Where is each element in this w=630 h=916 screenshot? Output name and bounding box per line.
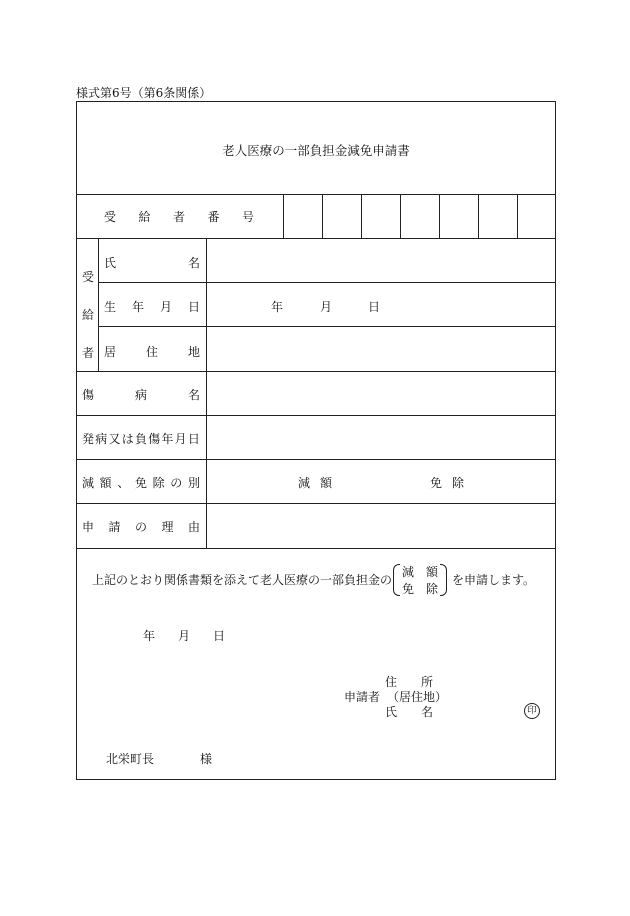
date-day-unit: 日 bbox=[213, 629, 226, 643]
statement-ending: を申請します。 bbox=[452, 573, 536, 587]
right-brace bbox=[440, 564, 447, 596]
row-divider bbox=[98, 282, 556, 283]
addressee: 北栄町長 bbox=[106, 752, 155, 766]
applicant-label: 申請者 bbox=[344, 690, 381, 704]
illness-field[interactable] bbox=[207, 372, 555, 414]
brace-option-exemption: 免 除 bbox=[402, 582, 438, 596]
left-brace bbox=[393, 564, 400, 596]
onset-date-label: 発 病 又 は 負 傷 年 月 日 bbox=[82, 432, 200, 446]
seal-mark: 印 bbox=[524, 703, 540, 719]
date-month-unit: 月 bbox=[178, 629, 191, 643]
option-exemption[interactable]: 免 除 bbox=[430, 476, 464, 490]
name-field[interactable] bbox=[207, 239, 555, 281]
birth-month-unit: 月 bbox=[320, 300, 333, 314]
applicant-name-label: 氏 名 bbox=[385, 705, 433, 719]
recipient-number-label: 受 給 者 番 号 bbox=[104, 210, 254, 224]
row-divider bbox=[76, 459, 556, 460]
document-title: 老人医療の一部負担金減免申請書 bbox=[222, 143, 410, 158]
recipient-group-label: 受 給 者 bbox=[81, 270, 94, 360]
applicant-residence-label: （居住地） bbox=[387, 690, 448, 704]
brace-option-reduction: 減 額 bbox=[402, 565, 438, 579]
applicant-address-label: 住 所 bbox=[385, 675, 433, 689]
onset-date-field[interactable] bbox=[207, 416, 555, 458]
row-divider bbox=[76, 548, 556, 549]
reason-label: 申 請 の 理 由 bbox=[82, 520, 200, 534]
statement-text: 上記のとおり関係書類を添えて老人医療の一部負担金の bbox=[92, 573, 393, 587]
recipient-number-field[interactable] bbox=[284, 195, 555, 237]
address-label: 居 住 地 bbox=[104, 345, 200, 359]
column-divider bbox=[98, 238, 99, 371]
form-number-label: 様式第6号（第6条関係） bbox=[76, 86, 212, 100]
name-label: 氏 名 bbox=[104, 256, 200, 270]
reason-field[interactable] bbox=[207, 504, 555, 547]
birth-year-unit: 年 bbox=[271, 300, 284, 314]
option-reduction[interactable]: 減 額 bbox=[298, 476, 332, 490]
date-year-unit: 年 bbox=[143, 629, 156, 643]
honorific: 様 bbox=[200, 752, 213, 766]
address-field[interactable] bbox=[207, 327, 555, 370]
birth-day-unit: 日 bbox=[368, 300, 381, 314]
illness-label: 傷 病 名 bbox=[82, 388, 200, 402]
birth-date-label: 生 年 月 日 bbox=[104, 300, 200, 314]
reduction-type-label: 減 額 、 免 除 の 別 bbox=[82, 476, 200, 490]
